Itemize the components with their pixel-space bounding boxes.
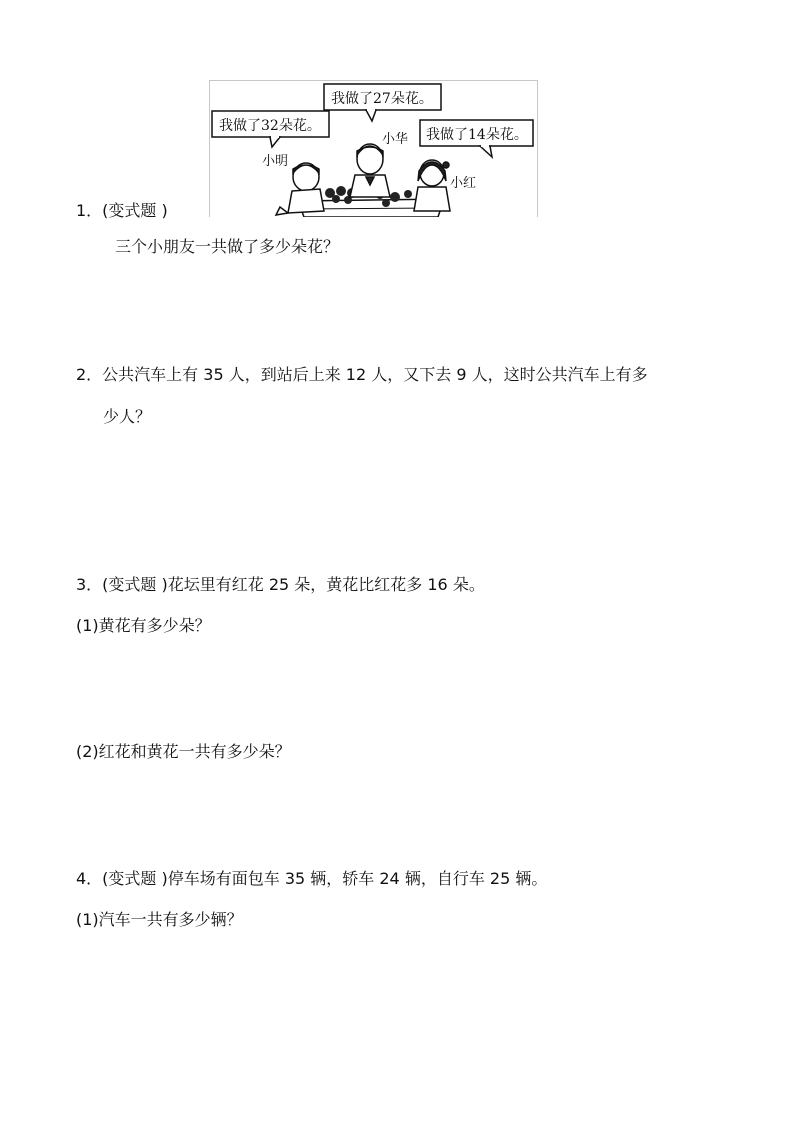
bubble-text-xiaohong: 我做了14朵花。 <box>426 127 528 143</box>
children-making-flowers-picture <box>210 81 537 217</box>
girl-xiaohong-figure <box>414 160 450 211</box>
question-2-line-1: 2．公共汽车上有 35 人，到站后上来 12 人，又下去 9 人，这时公共汽车上有多 <box>76 365 648 384</box>
speech-bubble-xiaohong <box>420 120 533 157</box>
bubble-text-xiaoming: 我做了32朵花。 <box>219 118 321 134</box>
name-label-xiaoming: 小明 <box>262 154 289 169</box>
question-3-sub-2: (2)红花和黄花一共有多少朵？ <box>76 742 291 761</box>
speech-bubble-xiaoming <box>212 111 329 147</box>
speech-bubble-xiaohua <box>324 84 441 121</box>
question-2-line-2: 少人？ <box>103 407 152 426</box>
question-1-label: 1．(变式题 ) <box>76 201 168 220</box>
question-1-text: 三个小朋友一共做了多少朵花？ <box>115 237 340 256</box>
name-label-xiaohua: 小华 <box>382 132 409 147</box>
problem-illustration <box>209 80 538 217</box>
question-3-sub-1: (1)黄花有多少朵？ <box>76 616 211 635</box>
question-3-stem: 3．(变式题 )花坛里有红花 25 朵，黄花比红花多 16 朵。 <box>76 575 485 594</box>
boy-xiaohua-figure <box>350 144 390 197</box>
bubble-text-xiaohua: 我做了27朵花。 <box>331 91 433 107</box>
question-4-stem: 4．(变式题 )停车场有面包车 35 辆，轿车 24 辆，自行车 25 辆。 <box>76 869 548 888</box>
boy-xiaoming-figure <box>276 163 324 215</box>
question-4-sub-1: (1)汽车一共有多少辆？ <box>76 910 243 929</box>
name-label-xiaohong: 小红 <box>450 176 477 191</box>
